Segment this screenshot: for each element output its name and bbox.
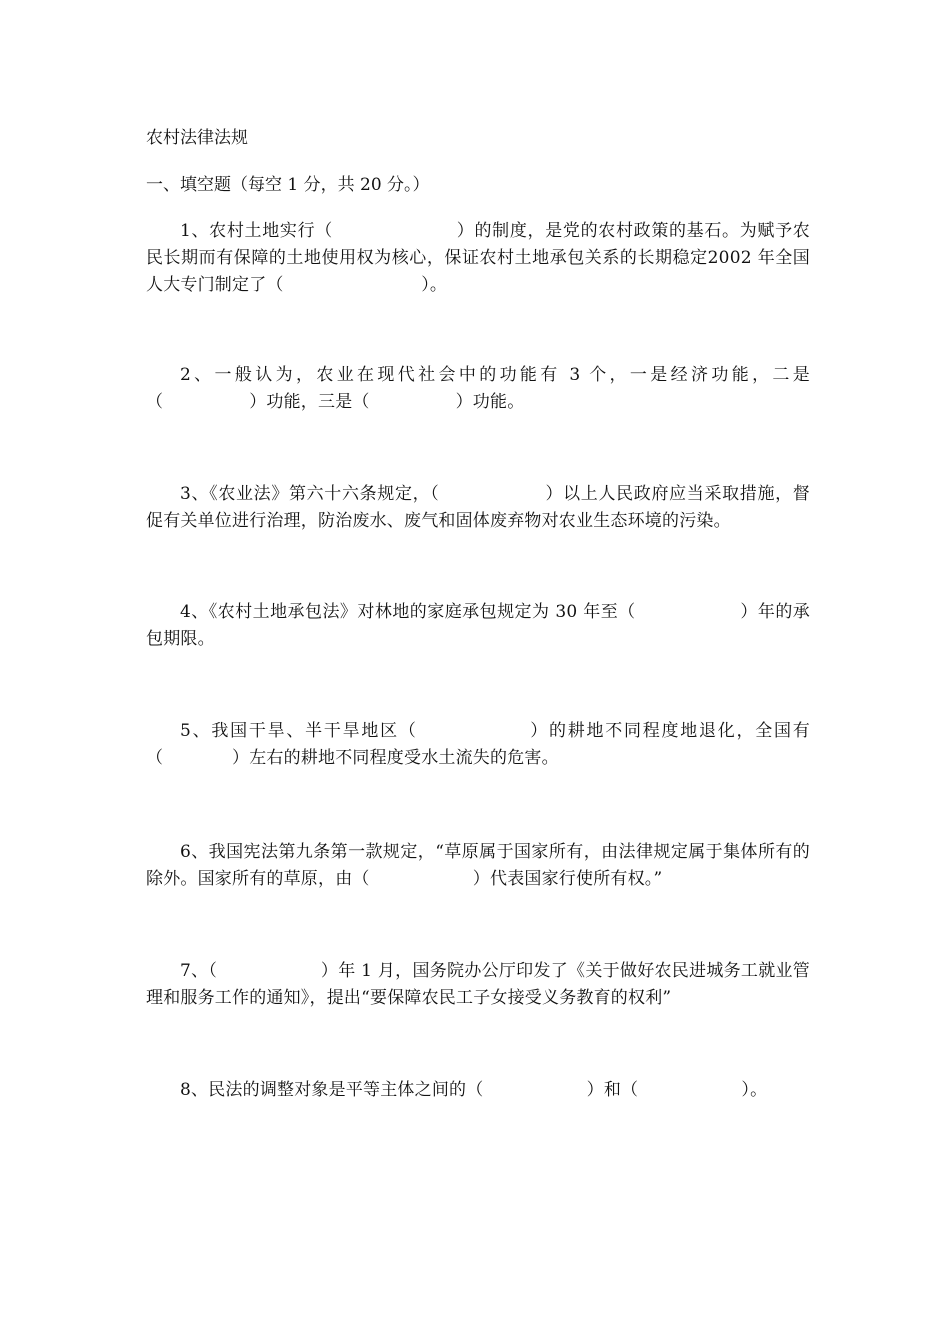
question-8: 8、民法的调整对象是平等主体之间的（ ）和（ ）。 [180, 1080, 768, 1100]
question-2: 2、一般认为，农业在现代社会中的功能有 3 个，一是经济功能，二是（ ）功能，三是（ ）功能。 [146, 365, 810, 412]
question-1: 1、农村土地实行（ ）的制度，是党的农村政策的基石。为赋予农民长期而有保障的土地使用权为核心，保证农村土地承包关系的长期稳定2002 年全国人大专门制定了（ ）。 [146, 221, 810, 295]
document-title: 农村法律法规 [146, 128, 248, 148]
question-3: 3、《农业法》第六十六条规定，（ ）以上人民政府应当采取措施，督促有关单位进行治理，防治废水、废气和固体废弃物对农业生态环境的污染。 [146, 484, 810, 531]
question-5: 5、我国干旱、半干旱地区（ ）的耕地不同程度地退化，全国有（ ）左右的耕地不同程度受水土流失的危害。 [146, 721, 810, 768]
question-6: 6、我国宪法第九条第一款规定，“草原属于国家所有，由法律规定属于集体所有的除外。国家所有的草原，由（ ）代表国家行使所有权。” [146, 842, 810, 889]
question-7: 7、（ ）年 1 月，国务院办公厅印发了《关于做好农民进城务工就业管理和服务工作的通知》，提出“要保障农民工子女接受义务教育的权利” [146, 961, 810, 1008]
question-4: 4、《农村土地承包法》对林地的家庭承包规定为 30 年至（ ）年的承包期限。 [146, 602, 810, 649]
section-heading: 一、填空题（每空 1 分，共 20 分。） [146, 175, 430, 195]
